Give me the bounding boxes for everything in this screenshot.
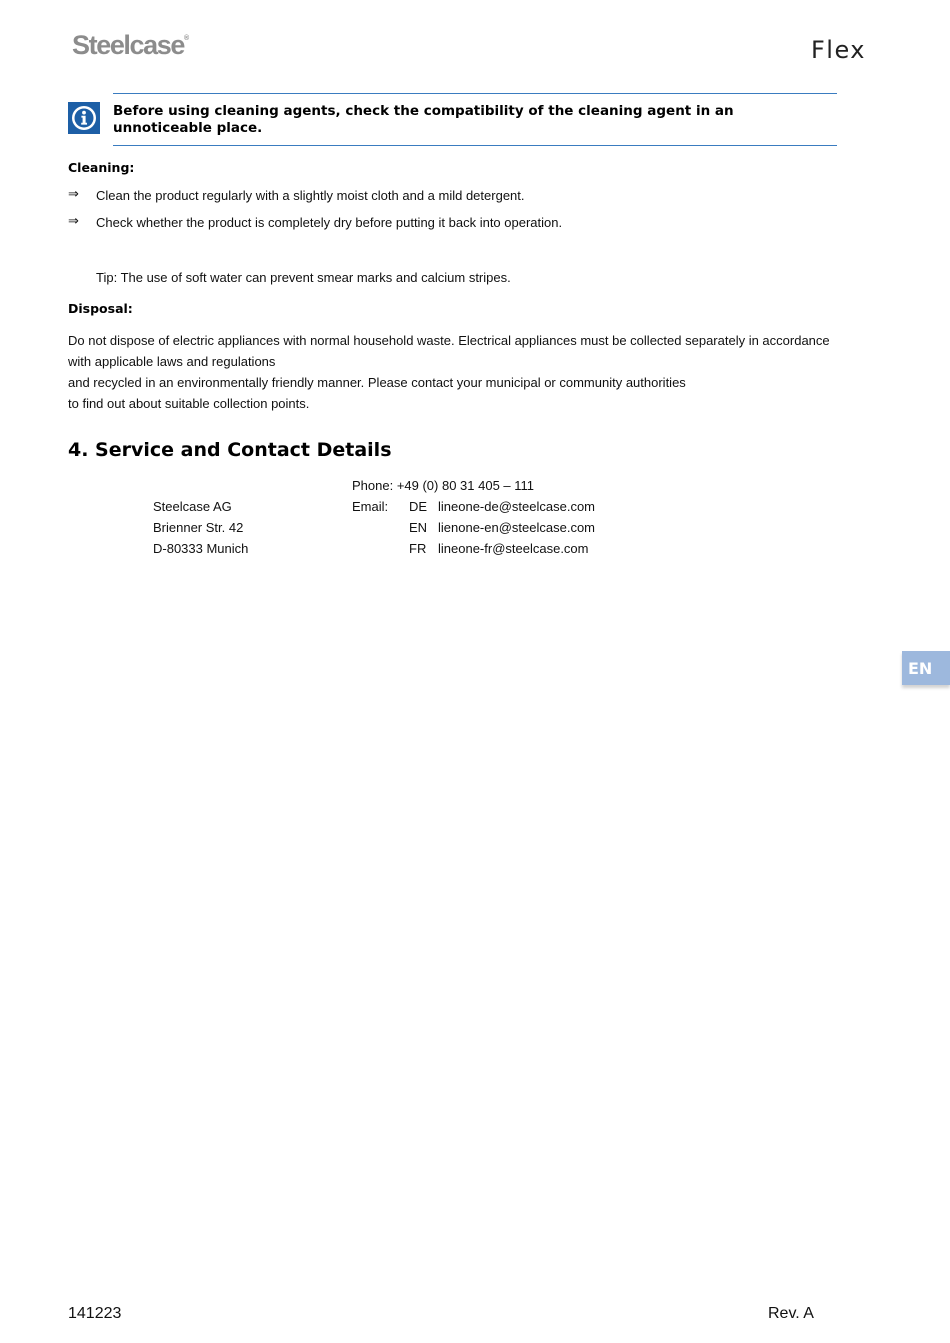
email-lang-code: FR <box>409 541 427 556</box>
address-block <box>153 496 248 559</box>
email-langs <box>409 496 427 559</box>
email-address: lienone-en@steelcase.com <box>438 520 596 535</box>
compatibility-notice: Before using cleaning agents, check the compatibility of the cleaning agent in an unnoticeable place. <box>113 93 837 146</box>
email-addresses <box>438 496 595 559</box>
brand-name: Steelcase <box>72 30 184 60</box>
info-icon <box>68 102 100 134</box>
product-name: Flex <box>810 36 866 64</box>
email-label: Email: <box>352 499 389 514</box>
disposal-line: with applicable laws and regulations <box>68 354 276 369</box>
disposal-line: to find out about suitable collection points. <box>68 396 310 411</box>
bullet-arrow-icon: ⇒ <box>68 187 79 202</box>
address-line: D-80333 Munich <box>153 541 249 556</box>
section-heading: 4. Service and Contact Details <box>68 439 392 461</box>
doc-number: 141223 <box>68 1305 122 1322</box>
brand-logo <box>72 30 189 61</box>
email-address: lineone-de@steelcase.com <box>438 499 596 514</box>
cleaning-step: Clean the product regularly with a slightly moist cloth and a mild detergent. <box>96 188 525 203</box>
disposal-line: Do not dispose of electric appliances with normal household waste. Electrical appliances must be collected separately in accordance <box>68 333 830 348</box>
cleaning-tip: Tip: The use of soft water can prevent smear marks and calcium stripes. <box>96 270 511 285</box>
bullet-arrow-icon: ⇒ <box>68 214 79 229</box>
address-line: Brienner Str. 42 <box>153 520 244 535</box>
brand-registered-mark: ® <box>184 35 190 42</box>
disposal-text <box>68 330 838 414</box>
cleaning-label: Cleaning: <box>68 160 135 175</box>
email-address: lineone-fr@steelcase.com <box>438 541 589 556</box>
email-lang-code: EN <box>409 520 428 535</box>
disposal-label: Disposal: <box>68 301 133 316</box>
disposal-line: and recycled in an environmentally friendly manner. Please contact your municipal or community authorities <box>68 375 686 390</box>
cleaning-step: Check whether the product is completely dry before putting it back into operation. <box>96 215 563 230</box>
language-tab[interactable]: EN <box>902 651 950 685</box>
contact-phone: Phone: +49 (0) 80 31 405 – 111 <box>352 478 535 493</box>
email-lang-code: DE <box>409 499 428 514</box>
address-line: Steelcase AG <box>153 499 232 514</box>
revision: Rev. A <box>768 1305 814 1322</box>
